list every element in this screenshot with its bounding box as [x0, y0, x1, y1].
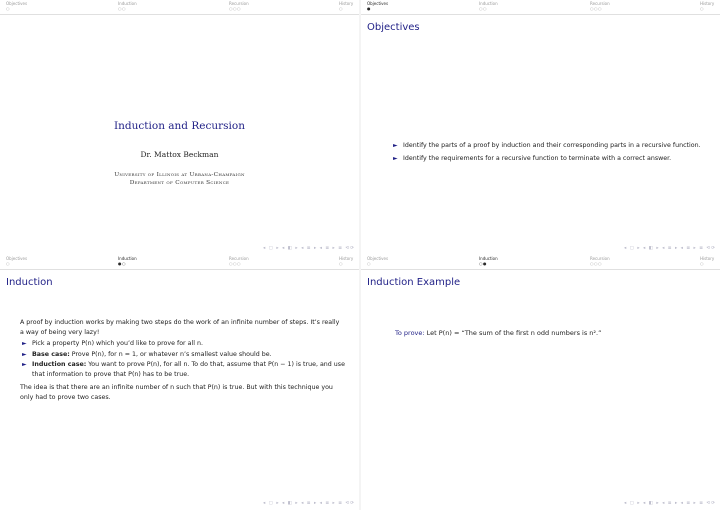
nav-label: History: [339, 256, 354, 261]
nav-label: Induction: [479, 256, 498, 261]
beamer-navigation-controls[interactable]: ◂ ▢ ▸ ◂ ◧ ▸ ◂ ≣ ▸ ◂ ≣ ▸ ≣ ⟲⟳: [262, 501, 355, 506]
nav-label: Recursion: [590, 256, 610, 261]
list-item-text: Prove P(n), for n = 1, or whatever n’s smallest value should be.: [69, 350, 272, 358]
presentation-title: Induction and Recursion: [114, 120, 245, 132]
nav-bar: [0, 255, 359, 270]
nav-dots: ○: [367, 261, 371, 266]
nav-dots: ○: [339, 6, 343, 11]
closing-paragraph: The idea is that there are an infinite number of n such that P(n) is true. But with this technique you only had to prove two cases.: [20, 384, 333, 401]
nav-dots: ●: [367, 6, 371, 11]
nav-section-recursion[interactable]: [590, 1, 610, 11]
nav-dots: ○: [339, 261, 343, 266]
nav-section-history[interactable]: [339, 256, 353, 266]
nav-dots: ○: [700, 6, 704, 11]
bullet-arrow-icon: ►: [393, 142, 398, 149]
list-item: [391, 154, 709, 164]
nav-label: Objectives: [6, 256, 28, 261]
nav-bar: [361, 255, 720, 270]
nav-section-induction[interactable]: [479, 256, 498, 266]
slide-induction: [0, 255, 359, 510]
nav-dots: ○○○: [590, 261, 602, 266]
nav-dots: ○: [700, 261, 704, 266]
nav-label: Recursion: [229, 256, 249, 261]
nav-dots: ○○○: [229, 261, 241, 266]
slide-title: Induction: [6, 277, 53, 288]
nav-section-history[interactable]: [700, 1, 714, 11]
beamer-navigation-controls[interactable]: ◂ ▢ ▸ ◂ ◧ ▸ ◂ ≣ ▸ ◂ ≣ ▸ ≣ ⟲⟳: [262, 246, 355, 251]
nav-section-induction[interactable]: [118, 1, 137, 11]
nav-section-recursion[interactable]: [229, 256, 249, 266]
bullet-arrow-icon: ►: [393, 154, 398, 162]
nav-bar: [0, 0, 359, 15]
presentation-author: Dr. Mattox Beckman: [140, 150, 219, 159]
beamer-navigation-controls[interactable]: ◂ ▢ ▸ ◂ ◧ ▸ ◂ ≣ ▸ ◂ ≣ ▸ ≣ ⟲⟳: [623, 501, 716, 506]
slide-objectives: [361, 0, 720, 255]
slide-title: Induction Example: [367, 277, 461, 288]
nav-bar: [361, 0, 720, 15]
list-item-lead: Induction case:: [32, 361, 87, 368]
slide-title: Objectives: [367, 22, 420, 33]
to-prove-label: To prove:: [395, 329, 425, 337]
nav-label: History: [339, 1, 354, 6]
objectives-list: [391, 141, 709, 166]
nav-section-history[interactable]: [700, 256, 714, 266]
nav-section-objectives[interactable]: [367, 256, 388, 266]
nav-label: Induction: [118, 1, 137, 6]
nav-dots: ○: [6, 261, 10, 266]
list-item-text: Identify the requirements for a recursive function to terminate with a correct answer.: [403, 154, 672, 162]
nav-section-objectives[interactable]: [367, 1, 388, 11]
intro-paragraph: A proof by induction works by making two steps do the work of an infinite number of steps. It’s really a way of being very lazy!: [20, 319, 340, 336]
slide-body: [20, 318, 345, 402]
list-item-text: Pick a property P(n) which you’d like to prove for all n.: [32, 340, 203, 347]
nav-dots: ○○○: [590, 6, 602, 11]
nav-label: Recursion: [590, 1, 610, 6]
nav-dots: ○○: [479, 6, 487, 11]
nav-label: History: [700, 1, 715, 6]
list-item: [20, 339, 345, 349]
nav-dots: ○: [6, 6, 10, 11]
nav-section-recursion[interactable]: [229, 1, 249, 11]
beamer-navigation-controls[interactable]: ◂ ▢ ▸ ◂ ◧ ▸ ◂ ≣ ▸ ◂ ≣ ▸ ≣ ⟲⟳: [623, 246, 716, 251]
nav-label: Induction: [479, 1, 498, 6]
to-prove-statement: [395, 329, 601, 337]
nav-label: Objectives: [367, 256, 389, 261]
nav-label: Objectives: [6, 1, 28, 6]
nav-label: Recursion: [229, 1, 249, 6]
department-name: Department of Computer Science: [129, 180, 230, 186]
nav-section-induction[interactable]: [118, 256, 137, 266]
nav-section-objectives[interactable]: [6, 1, 27, 11]
nav-dots: ○○: [118, 6, 126, 11]
list-item-text: Identify the parts of a proof by induction and their corresponding parts in a recursive function.: [403, 142, 701, 149]
to-prove-text: Let P(n) = “The sum of the first n odd numbers is n².”: [424, 329, 602, 337]
nav-label: History: [700, 256, 715, 261]
induction-steps-list: [20, 339, 345, 379]
bullet-arrow-icon: ►: [22, 350, 27, 358]
nav-section-objectives[interactable]: [6, 256, 27, 266]
bullet-arrow-icon: ►: [22, 340, 27, 347]
nav-section-recursion[interactable]: [590, 256, 610, 266]
institution-name: University of Illinois at Urbana-Champaign: [114, 172, 245, 178]
list-item: [20, 360, 345, 379]
nav-section-history[interactable]: [339, 1, 353, 11]
nav-dots: ○●: [479, 261, 487, 266]
nav-dots: ○○○: [229, 6, 241, 11]
institution-block: [0, 171, 359, 187]
nav-dots: ●○: [118, 261, 126, 266]
slide-induction-example: [361, 255, 720, 510]
list-item: [20, 350, 345, 360]
nav-section-induction[interactable]: [479, 1, 498, 11]
list-item-lead: Base case:: [32, 350, 70, 358]
nav-label: Induction: [118, 256, 137, 261]
slide-title-page: [0, 0, 359, 255]
bullet-arrow-icon: ►: [22, 361, 27, 368]
nav-label: Objectives: [367, 1, 389, 6]
list-item-text: You want to prove P(n), for all n. To do that, assume that P(n − 1) is true, and use that information to prove that P(n) has to be true.: [32, 361, 345, 378]
list-item: [391, 141, 709, 151]
